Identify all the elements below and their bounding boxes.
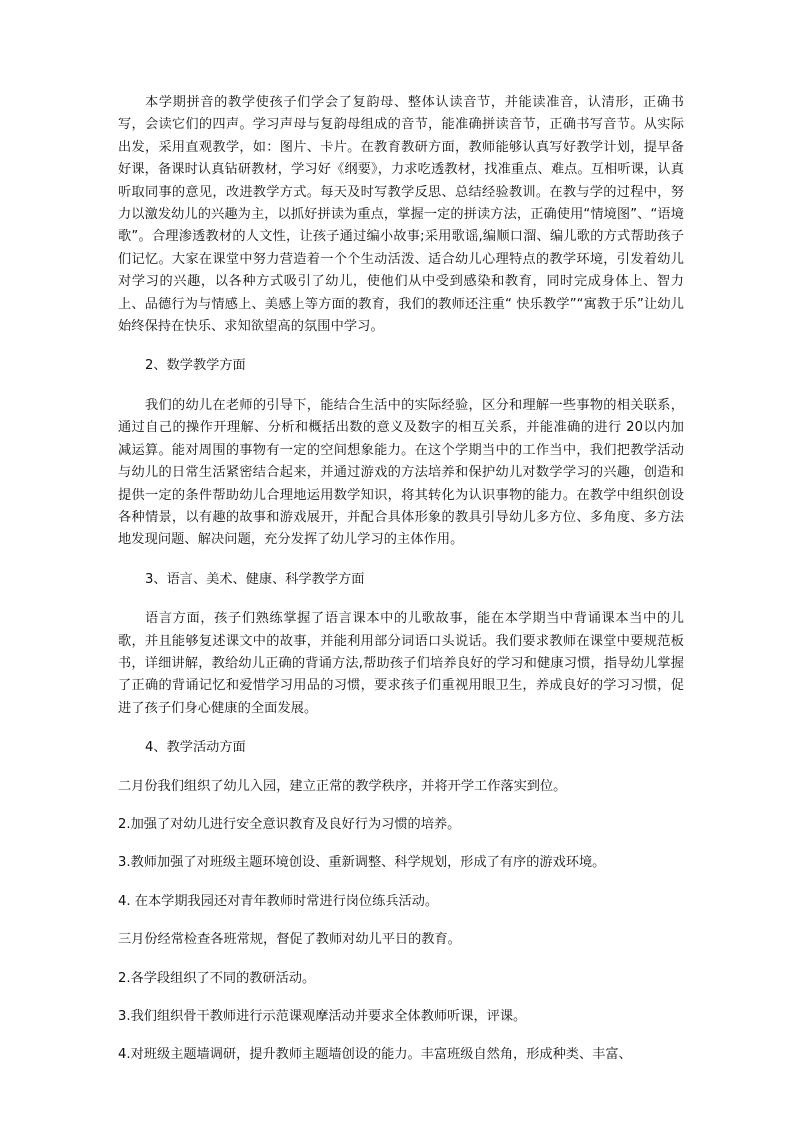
intro-paragraph: 本学期拼音的教学使孩子们学会了复韵母、整体认读音节，并能读准音，认清形，正确书写，会读它们的四声。学习声母与复韵母组成的音节，能准确拼读音节，正确书写音节。从实际出发，采用直观教学，如：图片、卡片。在教育教研方面，教师能够认真写好教学计划，提早备好课，备课时认真钻研教材，学习好《纲要》，力求吃透教材，找准重点、难点。互相听课，认真听取同事的意见，改进教学方式。每天及时写教学反思、总结经验教训。在教与学的过程中，努力以激发幼儿的兴趣为主，以抓好拼读为重点，掌握一定的拼读方法，正确使用“情境图”、“语境歌”。合理渗透教材的人文性，让孩子通过编小故事;采用歌谣,编顺口溜、编儿歌的方式帮助孩子们记忆。大家在课堂中努力营造着一个个生动活泼、适合幼儿心理特点的教学环境，引发着幼儿对学习的兴趣，以各种方式吸引了幼儿，使他们从中受到感染和教育，同时完成身体上、智力上、品德行为与情感上、美感上等方面的教育，我们的教师还注重“ 快乐教学”“寓教于乐”让幼儿始终保持在快乐、求知欲望高的氛围中学习。 [118, 95, 684, 335]
section-heading-math: 2、数学教学方面 [145, 358, 246, 374]
section-heading-activities: 4、教学活动方面 [145, 740, 246, 756]
activity-item-training: 4. 在本学期我园还对青年教师时常进行岗位练兵活动。 [118, 893, 439, 909]
math-paragraph: 我们的幼儿在老师的引导下，能结合生活中的实际经验，区分和理解一些事物的相关联系，通过自己的操作开理解、分析和概括出数的意义及数字的相互关系，并能准确的进行 20以内加减运算。能对周围的事物有一定的空间想象能力。在这个学期当中的工作当中，我们把教学活动与幼儿的日常生活紧密结合起来，并通过游戏的方法培养和保护幼儿对数学学习的兴趣，创造和提供一定的条件帮助幼儿合理地运用数学知识，将其转化为认识事物的能力。在教学中组织创设各种情景，以有趣的故事和游戏展开，并配合具体形象的教具引导幼儿多方位、多角度、多方法地发现问题、解决问题，充分发挥了幼儿学习的主体作用。 [118, 397, 684, 548]
activity-item-environment: 3.教师加强了对班级主题环境创设、重新调整、科学规划，形成了有序的游戏环境。 [118, 855, 606, 871]
activity-item-feb: 二月份我们组织了幼儿入园，建立正常的教学秩序，并将开学工作落实到位。 [118, 778, 567, 794]
section-heading-language: 3、语言、美术、健康、科学教学方面 [145, 571, 365, 587]
activity-item-theme-wall: 4.对班级主题墙调研，提升教师主题墙创设的能力。丰富班级自然角，形成种类、丰富、 [118, 1047, 632, 1063]
language-paragraph: 语言方面，孩子们熟练掌握了语言课本中的儿歌故事，能在本学期当中背诵课本当中的儿歌，并且能够复述课文中的故事，并能利用部分词语口头说话。我们要求教师在课堂中要规范板书，详细讲解，教给幼儿正确的背诵方法,帮助孩子们培养良好的学习和健康习惯，指导幼儿掌握了正确的背诵记忆和爱惜学习用品的习惯，要求孩子们重视用眼卫生，养成良好的学习习惯，促进了孩子们身心健康的全面发展。 [118, 611, 684, 716]
activity-item-march: 三月份经常检查各班常规，督促了教师对幼儿平日的教育。 [118, 932, 461, 948]
activity-item-safety: 2.加强了对幼儿进行安全意识教育及良好行为习惯的培养。 [118, 816, 461, 832]
activity-item-demo-class: 3.我们组织骨干教师进行示范课观摩活动并要求全体教师听课，评课。 [118, 1009, 527, 1024]
activity-item-research: 2.各学段组织了不同的教研活动。 [118, 970, 316, 986]
document-page [118, 92, 684, 1067]
